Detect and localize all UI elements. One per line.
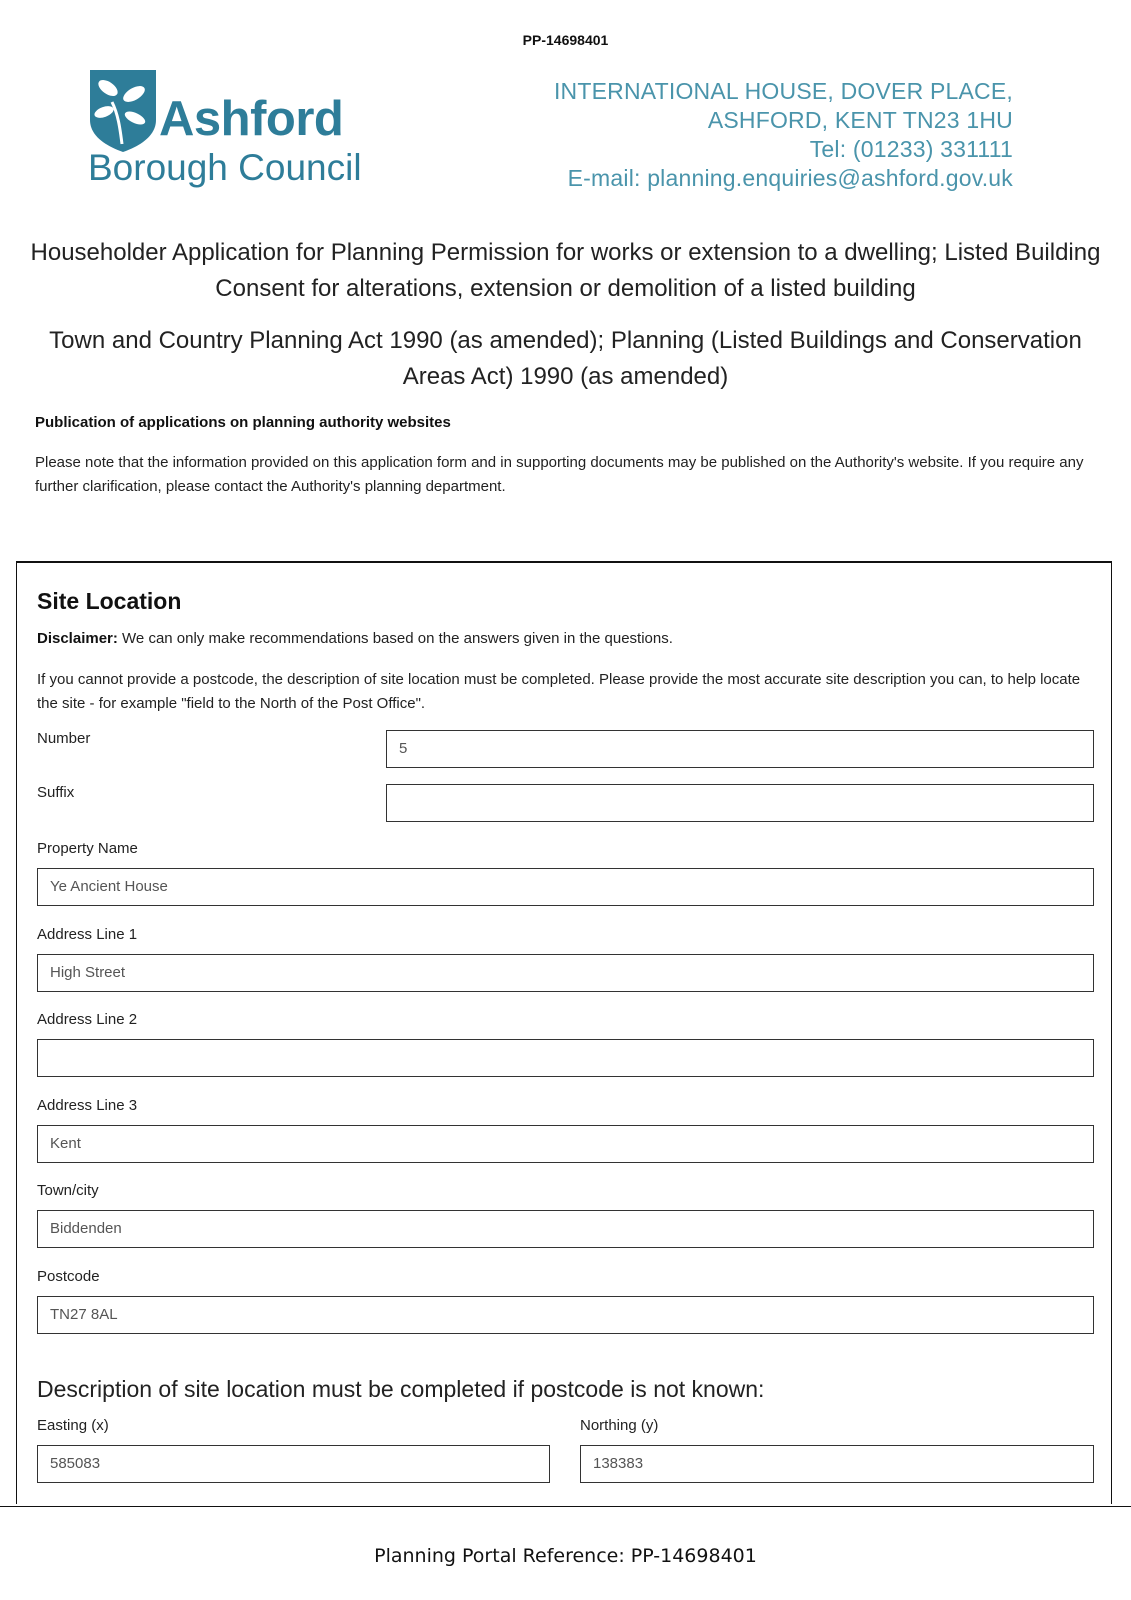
postcode-field[interactable]: TN27 8AL bbox=[37, 1296, 1094, 1334]
site-description-heading: Description of site location must be completed if postcode is not known: bbox=[37, 1376, 765, 1402]
logo-wordmark: Ashford bbox=[159, 92, 344, 146]
address-line-3-field[interactable]: Kent bbox=[37, 1125, 1094, 1163]
easting-field[interactable]: 585083 bbox=[37, 1445, 550, 1483]
address-line-2-field[interactable] bbox=[37, 1039, 1094, 1077]
address-line-1-label: Address Line 1 bbox=[37, 926, 138, 943]
form-title: Householder Application for Planning Permission for works or extension to a dwelling; Listed Building Consent for alterations, extension or demolition of a listed building bbox=[30, 239, 1101, 302]
logo-subtitle: Borough Council bbox=[88, 147, 362, 188]
disclaimer-text: We can only make recommendations based on the answers given in the questions. bbox=[117, 630, 673, 647]
publication-heading: Publication of applications on planning authority websites bbox=[35, 414, 451, 431]
disclaimer bbox=[37, 630, 673, 647]
publication-notice: Please note that the information provided on this application form and in supporting documents may be published on the Authority's website. If you require any further clarification, please contact the Authority's planning department. bbox=[35, 454, 1084, 495]
section-title: Site Location bbox=[37, 588, 182, 614]
site-location-instructions: If you cannot provide a postcode, the description of site location must be completed. Please provide the most accurate site description you can, to help locate the site - for example "field to the North of the Post Office". bbox=[37, 671, 1081, 712]
address-line-3-label: Address Line 3 bbox=[37, 1097, 138, 1114]
easting-label: Easting (x) bbox=[37, 1417, 109, 1434]
address-email: E-mail: planning.enquiries@ashford.gov.uk bbox=[567, 165, 1013, 191]
footer-reference: Planning Portal Reference: PP-14698401 bbox=[374, 1545, 757, 1567]
disclaimer-label: Disclaimer: bbox=[37, 630, 118, 647]
property-name-label: Property Name bbox=[37, 840, 138, 857]
town-city-label: Town/city bbox=[37, 1182, 99, 1199]
address-line-2-label: Address Line 2 bbox=[37, 1011, 138, 1028]
property-name-field[interactable]: Ye Ancient House bbox=[37, 868, 1094, 906]
address-line-1-field[interactable]: High Street bbox=[37, 954, 1094, 992]
number-field[interactable]: 5 bbox=[386, 730, 1094, 768]
address-telephone: Tel: (01233) 331111 bbox=[809, 136, 1013, 162]
suffix-field[interactable] bbox=[386, 784, 1094, 822]
page-divider bbox=[0, 1506, 1131, 1507]
council-logo bbox=[86, 67, 366, 192]
northing-label: Northing (y) bbox=[580, 1417, 659, 1434]
northing-field[interactable]: 138383 bbox=[580, 1445, 1094, 1483]
reference-number: PP-14698401 bbox=[522, 32, 609, 48]
form-legislation: Town and Country Planning Act 1990 (as amended); Planning (Listed Buildings and Conservation Areas Act) 1990 (as amended) bbox=[49, 327, 1082, 390]
council-emblem-icon bbox=[88, 68, 158, 153]
town-city-field[interactable]: Biddenden bbox=[37, 1210, 1094, 1248]
council-address bbox=[554, 77, 1013, 193]
suffix-label: Suffix bbox=[37, 784, 75, 801]
address-line-1: INTERNATIONAL HOUSE, DOVER PLACE, bbox=[553, 78, 1013, 104]
number-label: Number bbox=[37, 730, 91, 747]
postcode-label: Postcode bbox=[37, 1268, 100, 1285]
address-line-2: ASHFORD, KENT TN23 1HU bbox=[707, 107, 1013, 133]
